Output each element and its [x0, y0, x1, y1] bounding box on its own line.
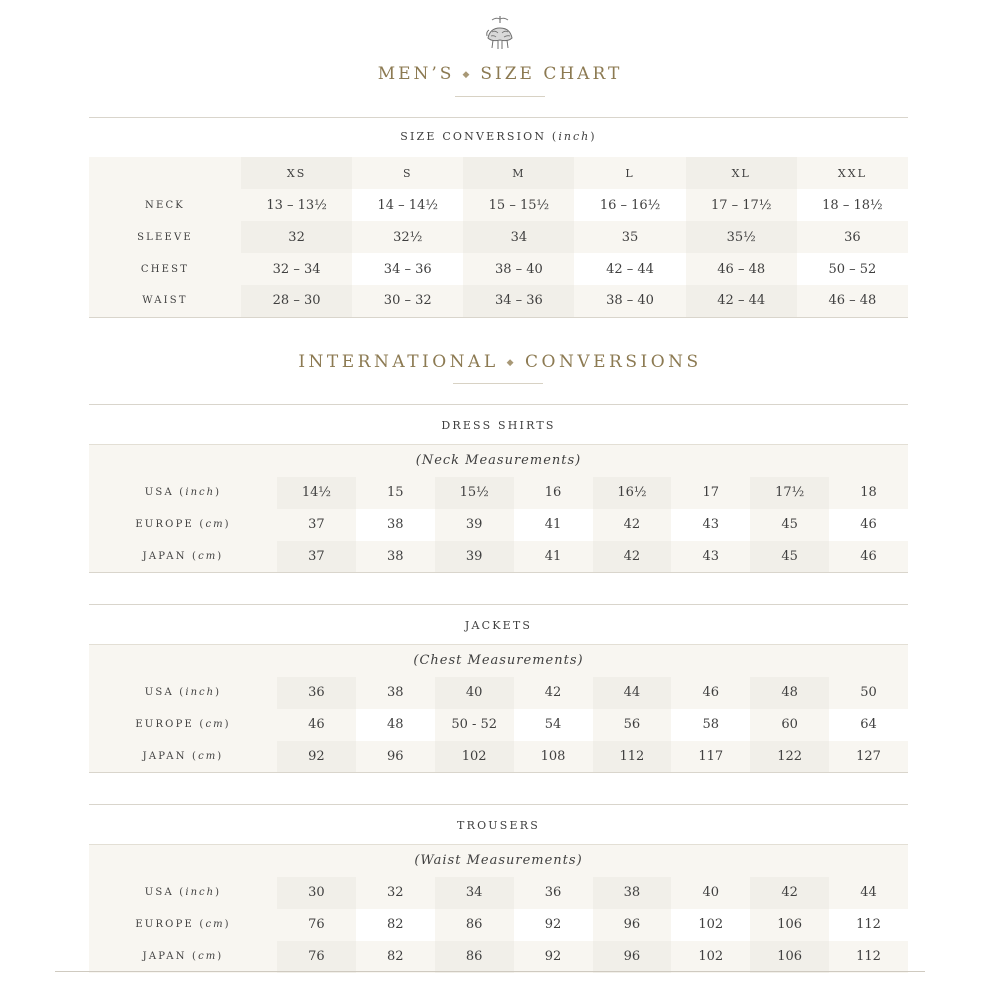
title-mens: MEN’S: [377, 64, 455, 84]
table-cell: 38 – 40: [574, 285, 685, 317]
table-cell: 38 – 40: [463, 253, 574, 285]
table-cell: 112: [829, 909, 908, 941]
table-cell: 30 – 32: [352, 285, 463, 317]
table-cell: 38: [356, 509, 435, 541]
table-cell: 106: [750, 941, 829, 973]
table-cell: 76: [277, 909, 356, 941]
section-divider: [89, 117, 908, 118]
row-label: USA (inch): [89, 477, 277, 509]
row-label: USA (inch): [89, 677, 277, 709]
bottom-divider: [55, 971, 925, 972]
table-cell: 30: [277, 877, 356, 909]
table-cell: 39: [435, 509, 514, 541]
table-cell: 16 – 16½: [574, 189, 685, 221]
table-cell: 46 – 48: [797, 285, 908, 317]
table-cell: 17: [671, 477, 750, 509]
table-cell: 127: [829, 741, 908, 773]
table-cell: 112: [829, 941, 908, 973]
row-label: EUROPE (cm): [89, 709, 277, 741]
table-cell: 106: [750, 909, 829, 941]
measurement-caption-row: [89, 645, 908, 677]
table-cell: 86: [435, 941, 514, 973]
table-row: [89, 877, 908, 909]
title-underline: [453, 383, 543, 384]
table-cell: 46 – 48: [686, 253, 797, 285]
table-cell: 16: [514, 477, 593, 509]
trousers-table: [89, 844, 908, 973]
table-cell: 46: [829, 541, 908, 573]
table-cell: 37: [277, 509, 356, 541]
size-col-header: XS: [241, 157, 352, 189]
table-row: [89, 221, 908, 253]
table-row: [89, 941, 908, 973]
table-row: [89, 741, 908, 773]
table-cell: 42: [514, 677, 593, 709]
table-cell: 35½: [686, 221, 797, 253]
table-cell: 43: [671, 541, 750, 573]
table-cell: 50 - 52: [435, 709, 514, 741]
title-size-chart: SIZE CHART: [480, 64, 623, 84]
trousers-title: TROUSERS: [457, 819, 540, 832]
table-cell: 82: [356, 909, 435, 941]
table-cell: 32: [241, 221, 352, 253]
table-cell: 102: [435, 741, 514, 773]
size-conversion-title: SIZE CONVERSION (inch): [400, 130, 597, 143]
table-cell: 44: [829, 877, 908, 909]
table-cell: 17 – 17½: [686, 189, 797, 221]
row-label: NECK: [89, 189, 241, 221]
size-conversion-table: [89, 157, 908, 318]
table-cell: 117: [671, 741, 750, 773]
table-cell: 50: [829, 677, 908, 709]
table-cell: 45: [750, 541, 829, 573]
table-row: [89, 909, 908, 941]
row-label: USA (inch): [89, 877, 277, 909]
golden-fleece-logo-icon: [480, 14, 520, 54]
table-row: [89, 477, 908, 509]
title-diamond-icon: ◆: [462, 69, 473, 80]
table-cell: 18: [829, 477, 908, 509]
corner-cell: [89, 157, 241, 189]
measurement-caption: (Waist Measurements): [89, 845, 908, 877]
table-row: [89, 709, 908, 741]
table-cell: 96: [593, 909, 672, 941]
measurement-caption: (Neck Measurements): [89, 445, 908, 477]
row-label: JAPAN (cm): [89, 941, 277, 973]
table-cell: 82: [356, 941, 435, 973]
table-cell: 36: [514, 877, 593, 909]
table-cell: 40: [671, 877, 750, 909]
title-diamond-icon: ◆: [506, 357, 518, 368]
table-cell: 41: [514, 509, 593, 541]
table-cell: 102: [671, 941, 750, 973]
table-row: [89, 285, 908, 317]
table-row: [89, 677, 908, 709]
table-cell: 42: [593, 541, 672, 573]
table-cell: 38: [593, 877, 672, 909]
size-col-header: M: [463, 157, 574, 189]
table-cell: 36: [797, 221, 908, 253]
table-cell: 28 – 30: [241, 285, 352, 317]
page-title: [0, 64, 1000, 84]
table-cell: 42 – 44: [574, 253, 685, 285]
table-cell: 40: [435, 677, 514, 709]
dress-shirts-title: DRESS SHIRTS: [441, 419, 556, 432]
row-label: EUROPE (cm): [89, 909, 277, 941]
table-cell: 15½: [435, 477, 514, 509]
row-label: EUROPE (cm): [89, 509, 277, 541]
table-cell: 35: [574, 221, 685, 253]
measurement-caption: (Chest Measurements): [89, 645, 908, 677]
row-label: SLEEVE: [89, 221, 241, 253]
title-underline: [455, 96, 545, 97]
size-col-header: XL: [686, 157, 797, 189]
table-cell: 92: [514, 941, 593, 973]
table-cell: 38: [356, 677, 435, 709]
table-cell: 44: [593, 677, 672, 709]
jackets-title: JACKETS: [464, 619, 533, 632]
table-cell: 54: [514, 709, 593, 741]
table-cell: 13 – 13½: [241, 189, 352, 221]
table-cell: 18 – 18½: [797, 189, 908, 221]
table-cell: 41: [514, 541, 593, 573]
dress-shirts-table: [89, 444, 908, 573]
jackets-table: [89, 644, 908, 773]
size-col-header: S: [352, 157, 463, 189]
table-cell: 48: [356, 709, 435, 741]
table-cell: 102: [671, 909, 750, 941]
table-cell: 48: [750, 677, 829, 709]
table-cell: 122: [750, 741, 829, 773]
table-cell: 34: [463, 221, 574, 253]
table-cell: 108: [514, 741, 593, 773]
table-cell: 92: [277, 741, 356, 773]
table-cell: 37: [277, 541, 356, 573]
row-label: JAPAN (cm): [89, 541, 277, 573]
table-cell: 15 – 15½: [463, 189, 574, 221]
table-cell: 96: [593, 941, 672, 973]
table-row: [89, 541, 908, 573]
table-cell: 16½: [593, 477, 672, 509]
table-cell: 15: [356, 477, 435, 509]
table-row: [89, 189, 908, 221]
table-cell: 38: [356, 541, 435, 573]
table-cell: 34 – 36: [463, 285, 574, 317]
table-cell: 58: [671, 709, 750, 741]
table-cell: 60: [750, 709, 829, 741]
table-cell: 36: [277, 677, 356, 709]
table-cell: 96: [356, 741, 435, 773]
measurement-caption-row: [89, 445, 908, 477]
table-cell: 42 – 44: [686, 285, 797, 317]
table-cell: 46: [671, 677, 750, 709]
table-cell: 32: [356, 877, 435, 909]
table-cell: 64: [829, 709, 908, 741]
table-cell: 56: [593, 709, 672, 741]
table-cell: 76: [277, 941, 356, 973]
table-cell: 86: [435, 909, 514, 941]
international-conversions-title: INTERNATIONAL ◆ CONVERSIONS: [298, 352, 702, 372]
table-cell: 32 – 34: [241, 253, 352, 285]
section-divider: [89, 804, 908, 805]
table-cell: 32½: [352, 221, 463, 253]
table-cell: 43: [671, 509, 750, 541]
table-cell: 46: [277, 709, 356, 741]
table-cell: 92: [514, 909, 593, 941]
table-cell: 46: [829, 509, 908, 541]
section-divider: [89, 604, 908, 605]
measurement-caption-row: [89, 845, 908, 877]
row-label: CHEST: [89, 253, 241, 285]
size-col-header: L: [574, 157, 685, 189]
table-cell: 39: [435, 541, 514, 573]
size-col-header: XXL: [797, 157, 908, 189]
row-label: WAIST: [89, 285, 241, 317]
section-divider: [89, 404, 908, 405]
table-cell: 34 – 36: [352, 253, 463, 285]
table-cell: 45: [750, 509, 829, 541]
table-cell: 14½: [277, 477, 356, 509]
table-cell: 17½: [750, 477, 829, 509]
table-cell: 42: [593, 509, 672, 541]
table-cell: 42: [750, 877, 829, 909]
table-row: [89, 509, 908, 541]
table-cell: 14 – 14½: [352, 189, 463, 221]
table-cell: 34: [435, 877, 514, 909]
table-row: [89, 253, 908, 285]
table-cell: 112: [593, 741, 672, 773]
size-header-row: [89, 157, 908, 189]
table-cell: 50 – 52: [797, 253, 908, 285]
row-label: JAPAN (cm): [89, 741, 277, 773]
